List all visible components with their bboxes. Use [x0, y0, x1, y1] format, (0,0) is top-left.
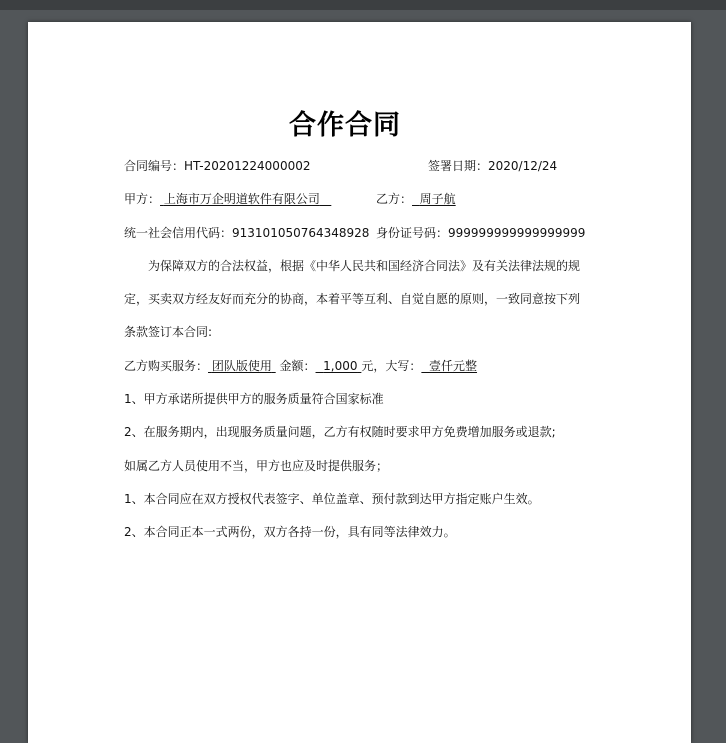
party-a-value: 上海市万企明道软件有限公司 [163, 192, 320, 206]
preamble-line-3: 条款签订本合同: [124, 325, 213, 339]
amount-upper-value: 壹仟元整 [429, 359, 478, 373]
contract-no-label: 合同编号： [124, 159, 185, 173]
clause-5: 2、本合同正本一式两份，双方各持一份，具有同等法律效力。 [124, 525, 456, 539]
contract-no-row [124, 158, 310, 174]
amount-value: 1,000 [323, 359, 358, 373]
sign-date-label: 签署日期： [428, 159, 489, 173]
preamble-line-2: 定，买卖双方经友好而充分的协商，本着平等互利、自觉自愿的原则，一致同意按下列 [124, 292, 581, 306]
sign-date-value: 2020/12/24 [488, 159, 558, 173]
party-b-row [376, 191, 456, 207]
amount-unit: 元，大写： [361, 359, 422, 373]
credit-code-value: 913101050764348928 [232, 226, 370, 240]
clause-1: 1、甲方承诺所提供甲方的服务质量符合国家标准 [124, 392, 384, 406]
clause-3: 如属乙方人员使用不当，甲方也应及时提供服务； [124, 459, 389, 473]
service-value: 团队版使用 [211, 359, 272, 373]
page-title: 合作合同 [289, 110, 401, 141]
clause-4: 1、本合同应在双方授权代表签字、单位盖章、预付款到达甲方指定账户生效。 [124, 492, 540, 506]
contract-no-value: HT-20201224000002 [184, 159, 311, 173]
party-b-value: 周子航 [419, 192, 456, 206]
sign-date-row [428, 158, 557, 174]
credit-code-row [124, 225, 369, 241]
id-no-value: 999999999999999999 [448, 226, 586, 240]
credit-code-label: 统一社会信用代码： [124, 226, 233, 240]
service-label: 乙方购买服务： [124, 359, 209, 373]
party-a-row [124, 191, 331, 207]
service-row [124, 358, 477, 374]
viewer-toolbar [0, 0, 726, 10]
party-a-label: 甲方： [124, 192, 161, 206]
clause-2: 2、在服务期内，出现服务质量问题，乙方有权随时要求甲方免费增加服务或退款; [124, 425, 556, 439]
preamble-line-1: 为保障双方的合法权益，根据《中华人民共和国经济合同法》及有关法律法规的规 [148, 259, 581, 273]
party-b-label: 乙方： [376, 192, 413, 206]
id-no-label: 身份证号码： [376, 226, 449, 240]
amount-label: 金额： [279, 359, 316, 373]
id-no-row [376, 225, 585, 241]
